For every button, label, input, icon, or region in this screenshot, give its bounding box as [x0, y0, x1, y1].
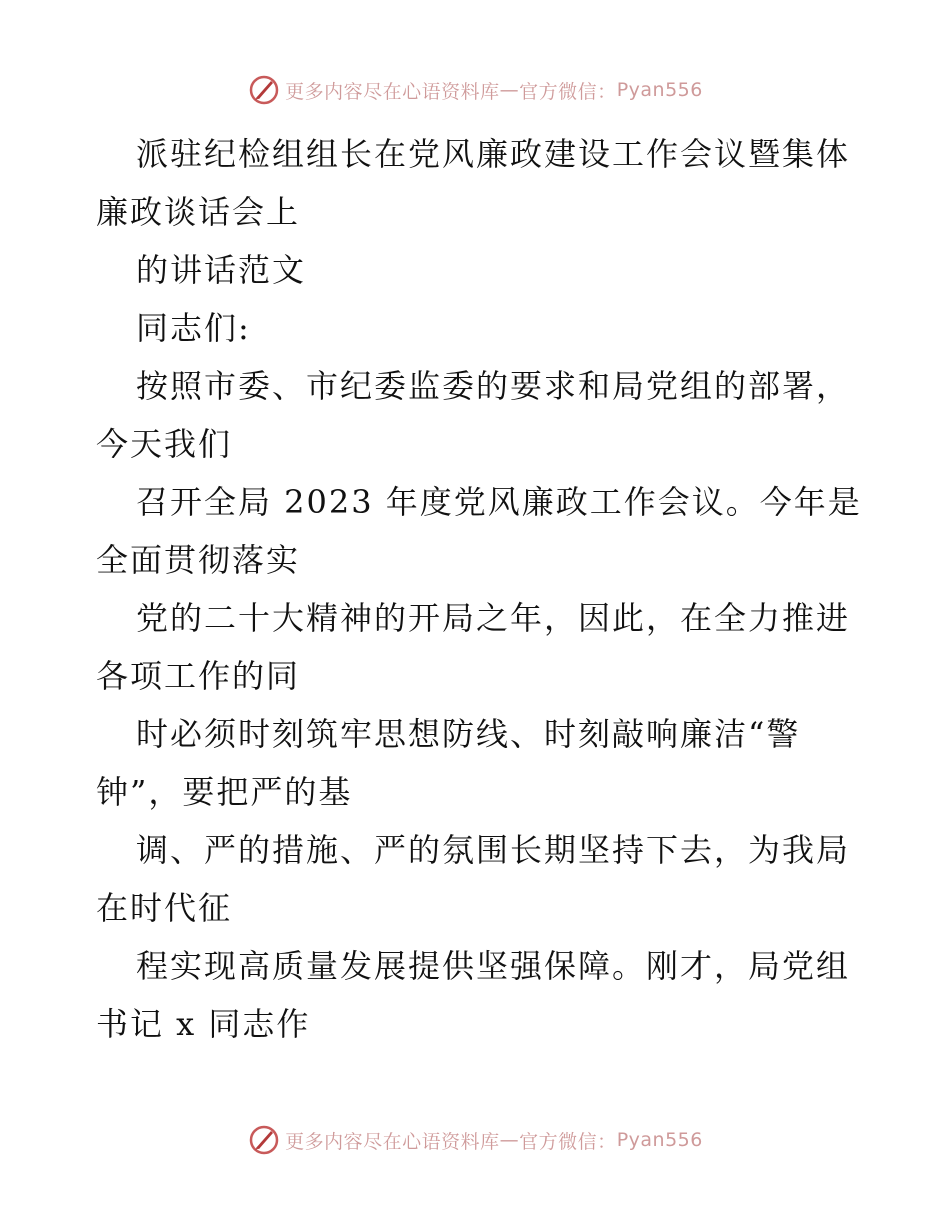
quill-pen-icon — [247, 73, 281, 107]
watermark-id: Pyan556 — [616, 1129, 703, 1151]
document-line: 派驻纪检组组长在党风廉政建设工作会议暨集体 — [136, 135, 851, 173]
document-line: 的讲话范文 — [136, 251, 307, 289]
watermark-header — [0, 70, 950, 110]
document-body — [96, 125, 862, 1053]
quill-pen-icon — [247, 1123, 281, 1157]
document-line: 今天我们 — [96, 425, 233, 463]
document-line: 各项工作的同 — [96, 657, 301, 695]
document-line: 廉政谈话会上 — [96, 193, 301, 231]
watermark-separator: — — [499, 1129, 520, 1151]
document-line: 同志们: — [136, 309, 251, 347]
document-line: 全面贯彻落实 — [96, 541, 301, 579]
watermark-official: 官方微信： — [519, 1130, 617, 1153]
watermark-separator: — — [499, 79, 520, 101]
watermark-footer — [0, 1120, 950, 1160]
watermark-id: Pyan556 — [616, 79, 703, 101]
watermark-official: 官方微信： — [519, 80, 617, 103]
document-line: 召开全局 2023 年度党风廉政工作会议。今年是 — [136, 483, 862, 521]
document-line: 党的二十大精神的开局之年，因此，在全力推进 — [136, 599, 851, 637]
document-line: 程实现高质量发展提供坚强保障。刚才，局党组 — [136, 947, 851, 985]
document-line: 时必须时刻筑牢思想防线、时刻敲响廉洁“警 — [136, 715, 801, 753]
document-line: 书记 x 同志作 — [96, 1005, 311, 1043]
document-line: 按照市委、市纪委监委的要求和局党组的部署， — [136, 367, 851, 405]
watermark-text: 更多内容尽在心语资料库 — [285, 80, 500, 103]
document-line: 调、严的措施、严的氛围长期坚持下去，为我局 — [136, 831, 851, 869]
document-line: 钟”，要把严的基 — [96, 773, 353, 811]
document-line: 在时代征 — [96, 889, 233, 927]
watermark-text: 更多内容尽在心语资料库 — [285, 1130, 500, 1153]
